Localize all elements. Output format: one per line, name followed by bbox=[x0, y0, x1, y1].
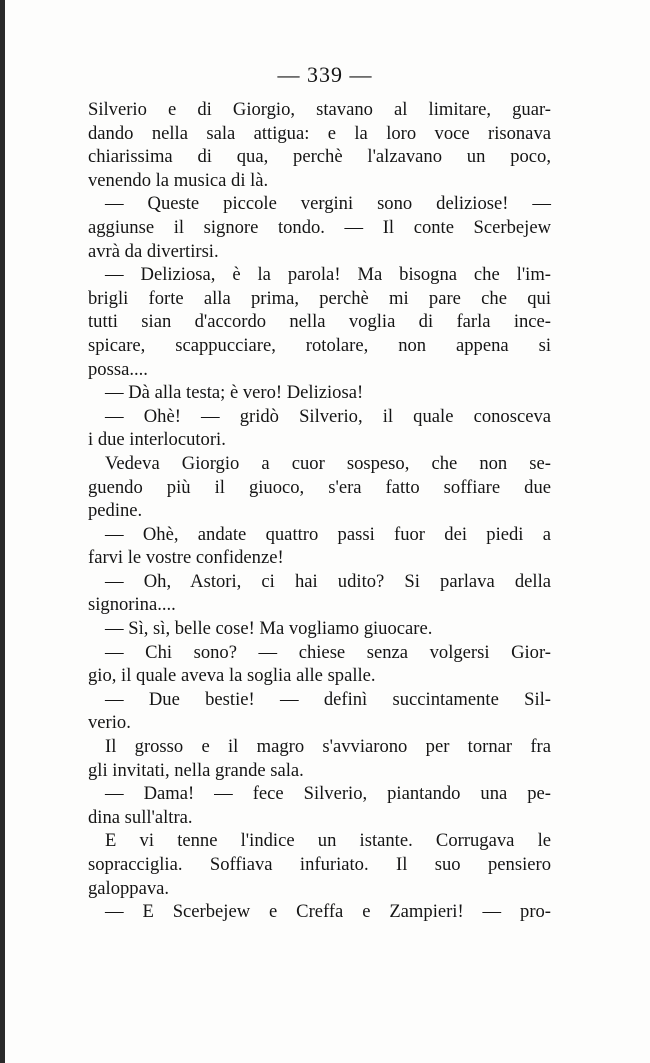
text-line: tutti sian d'accordo nella voglia di farla ince- bbox=[88, 311, 551, 333]
text-line: dando nella sala attigua: e la loro voce risonava bbox=[88, 122, 551, 144]
page-number: — 339 — bbox=[277, 62, 373, 87]
text-line: possa.... bbox=[88, 358, 148, 380]
text-line: spicare, scappucciare, rotolare, non appena si bbox=[88, 334, 551, 356]
text-line: signorina.... bbox=[88, 594, 176, 616]
text-line: — Ohè, andate quattro passi fuor dei piedi a bbox=[105, 523, 551, 545]
text-line: sopracciglia. Soffiava infuriato. Il suo pensiero bbox=[88, 854, 551, 875]
text-line: verio. bbox=[88, 712, 131, 734]
text-line: Silverio e di Giorgio, stavano al limitare, guar- bbox=[88, 99, 551, 120]
text-line: — E Scerbejew e Creffa e Zampieri! — pro- bbox=[105, 901, 551, 923]
text-line: brigli forte alla prima, perchè mi pare che qui bbox=[88, 287, 551, 309]
text-line: aggiunse il signore tondo. — Il conte Scerbejew bbox=[88, 216, 551, 238]
text-line: — Ohè! — gridò Silverio, il quale conosceva bbox=[105, 405, 551, 427]
text-line: — Queste piccole vergini sono deliziose! — bbox=[105, 193, 551, 215]
text-line: dina sull'altra. bbox=[88, 806, 193, 828]
text-line: — Oh, Astori, ci hai udito? Si parlava della bbox=[105, 570, 551, 592]
text-line: guendo più il giuoco, s'era fatto soffiare due bbox=[88, 476, 551, 498]
text-line: i due interlocutori. bbox=[88, 429, 226, 451]
text-line: gio, il quale aveva la soglia alle spalle. bbox=[88, 665, 376, 687]
text-line: Vedeva Giorgio a cuor sospeso, che non se- bbox=[105, 452, 551, 474]
page-binding-edge bbox=[0, 0, 5, 1063]
text-line: pedine. bbox=[88, 500, 143, 522]
text-line: — Dama! — fece Silverio, piantando una pe- bbox=[105, 783, 551, 805]
text-line: Il grosso e il magro s'avviarono per tornar fra bbox=[105, 736, 551, 758]
body-text bbox=[88, 98, 551, 924]
text-line: gli invitati, nella grande sala. bbox=[88, 759, 304, 781]
text-line: — Chi sono? — chiese senza volgersi Gior- bbox=[105, 641, 551, 663]
text-line: — Sì, sì, belle cose! Ma vogliamo giuocare. bbox=[105, 618, 433, 640]
text-line: avrà da divertirsi. bbox=[88, 240, 219, 262]
text-line: venendo la musica di là. bbox=[88, 169, 269, 191]
text-line: — Due bestie! — definì succintamente Sil- bbox=[105, 688, 551, 710]
text-line: farvi le vostre confidenze! bbox=[88, 547, 284, 569]
text-line: chiarissima di qua, perchè l'alzavano un poco, bbox=[88, 146, 551, 168]
text-line: — Dà alla testa; è vero! Deliziosa! bbox=[105, 382, 364, 404]
text-line: galoppava. bbox=[88, 877, 170, 899]
text-line: — Deliziosa, è la parola! Ma bisogna che l'im- bbox=[105, 264, 551, 286]
text-line: E vi tenne l'indice un istante. Corrugava le bbox=[105, 830, 551, 852]
